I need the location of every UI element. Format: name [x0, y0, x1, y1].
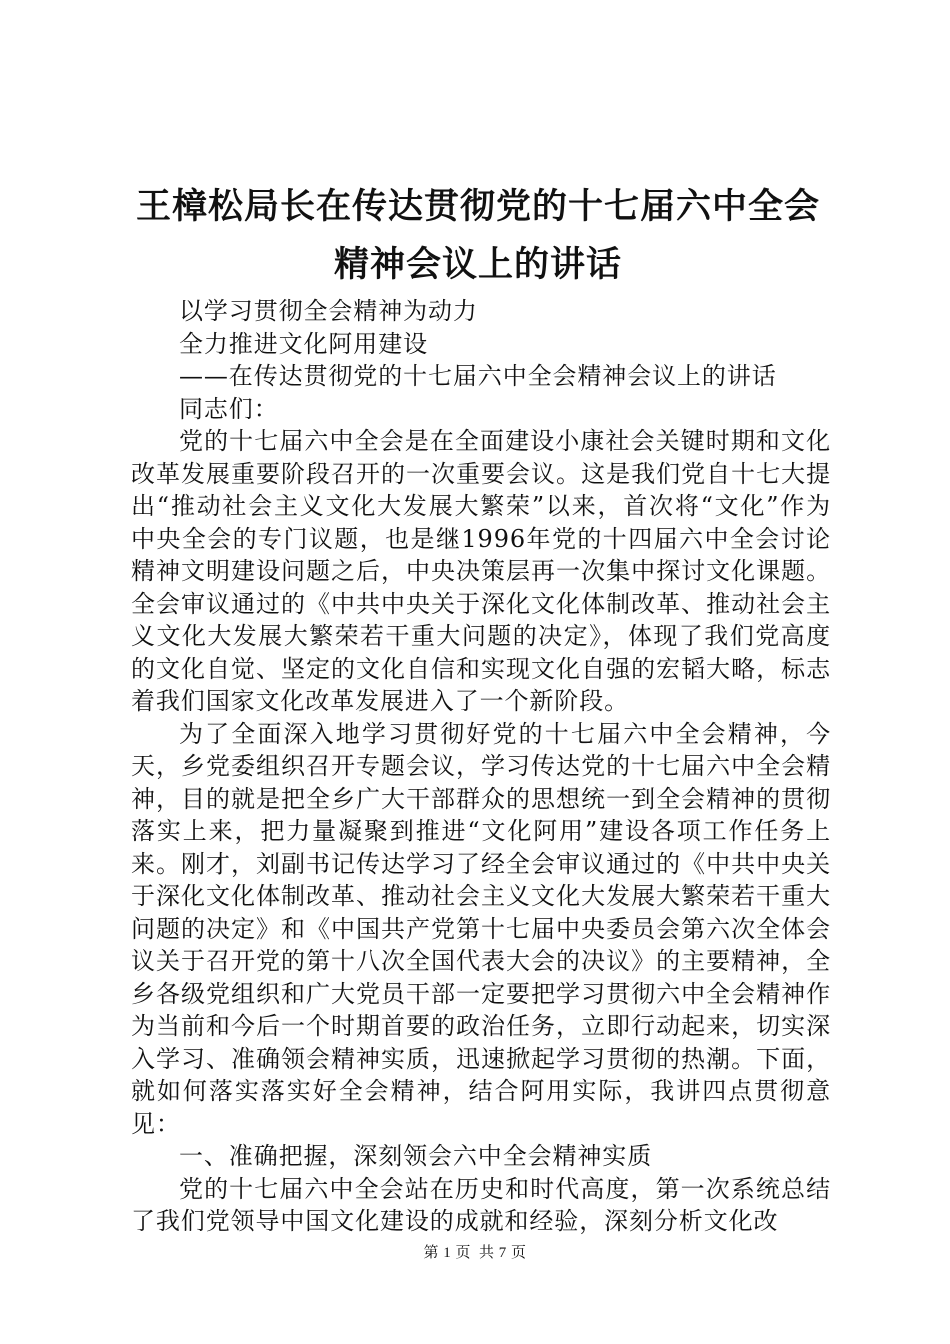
body-paragraph: 为了全面深入地学习贯彻好党的十七届六中全会精神，今天，乡党委组织召开专题会议，学习传达党的十七届六中全会精神，目的就是把全乡广大干部群众的思想统一到全会精神的贯彻落实上来，把力量凝聚到推进“文化阿用”建设各项工作任务上来。刚才，刘副书记传达学习了经全会审议通过的《中共中央关于深化文化体制改革、推动社会主义文化大发展大繁荣若干重大问题的决定》和《中国共产党第十七届中央委员会第六次全体会议关于召开党的第十八次全国代表大会的决议》的主要精神，全乡各级党组织和广大党员干部一定要把学习贯彻六中全会精神作为当前和今后一个时期首要的政治任务，立即行动起来，切实深入学习、准确领会精神实质，迅速掀起学习贯彻的热潮。下面，就如何落实落实好全会精神，结合阿用实际，我讲四点贯彻意见： — [131, 719, 831, 1138]
document-title: 王樟松局长在传达贯彻党的十七届六中全会精神会议上的讲话 — [135, 187, 820, 285]
page-footer — [0, 1241, 950, 1262]
body-paragraph: 党的十七届六中全会站在历史和时代高度，第一次系统总结了我们党领导中国文化建设的成就和经验，深刻分析文化改 — [131, 1174, 831, 1235]
subtitle-line: 全力推进文化阿用建设 — [179, 329, 428, 358]
document-body — [131, 295, 831, 1238]
subtitle-line: ——在传达贯彻党的十七届六中全会精神会议上的讲话 — [179, 362, 777, 390]
subtitle-line: 以学习贯彻全会精神为动力 — [179, 297, 478, 325]
page-total: 共 7 页 — [479, 1245, 527, 1261]
page-number: 第 1 页 — [423, 1245, 471, 1261]
body-paragraph: 党的十七届六中全会是在全面建设小康社会关键时期和文化改革发展重要阶段召开的一次重要会议。这是我们党自十七大提出“推动社会主义文化大发展大繁荣”以来，首次将“文化”作为中央全会的专门议题，也是继1996年党的十四届六中全会讨论精神文明建设问题之后，中央决策层再一次集中探讨文化课题。全会审议通过的《中共中央关于深化文化体制改革、推动社会主义文化大发展大繁荣若干重大问题的决定》，体现了我们党高度的文化自觉、坚定的文化自信和实现文化自强的宏韬大略，标志着我们国家文化改革发展进入了一个新阶段。 — [131, 427, 831, 715]
section-heading: 一、准确把握，深刻领会六中全会精神实质 — [179, 1142, 653, 1170]
salutation: 同志们： — [179, 394, 279, 423]
